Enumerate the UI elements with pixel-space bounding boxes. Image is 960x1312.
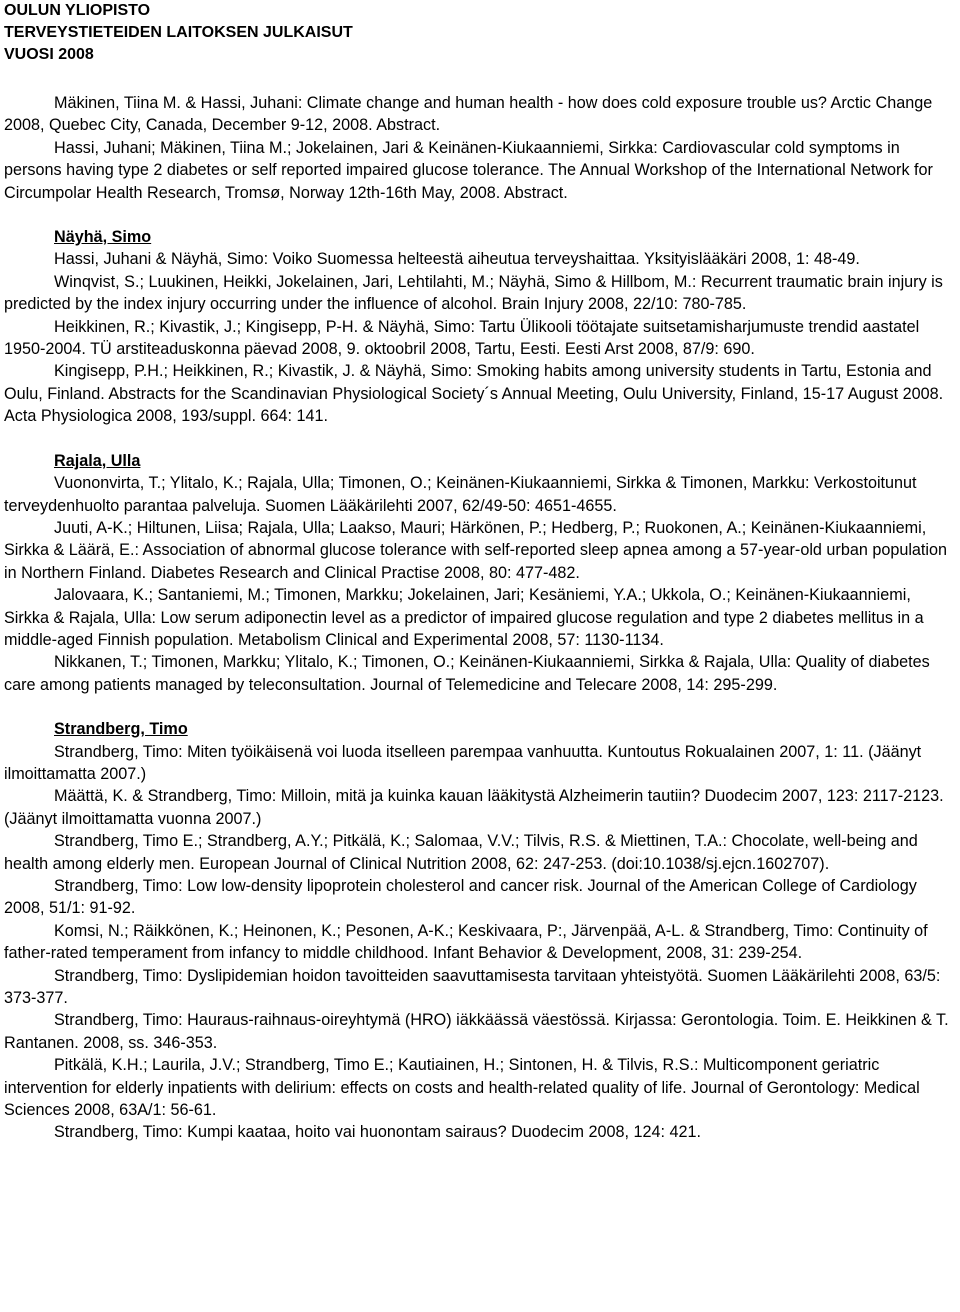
author-heading: Näyhä, Simo: [54, 228, 152, 247]
author-heading: Rajala, Ulla: [54, 451, 141, 470]
document-header: [4, 0, 353, 66]
publication-entry: Hassi, Juhani; Mäkinen, Tiina M.; Jokelainen, Jari & Keinänen-Kiukaanniemi, Sirkka: Cardiovascular cold symptoms in persons having type 2 diabetes or self reported impaired glucose tolerance. The Annual Workshop of the International Network for Circumpolar Health Research, Tromsø, Norway 12th-16th May, 2008. Abstract.: [4, 138, 933, 202]
publication-entry: Nikkanen, T.; Timonen, Markku; Ylitalo, K.; Timonen, O.; Keinänen-Kiukaanniemi, Sirkka & Rajala, Ulla: Quality of diabetes care among patients managed by teleconsultation. Journal of Telemedicine and Telecare 2008, 14: 295-299.: [4, 653, 930, 694]
publication-entry: Pitkälä, K.H.; Laurila, J.V.; Strandberg, Timo E.; Kautiainen, H.; Sintonen, H. & Tilvis, R.S.: Multicomponent geriatric intervention for elderly inpatients with delirium: effects on costs and health-related quality of life. Journal of Gerontology: Medical Sciences 2008, 63A/1: 56-61.: [4, 1056, 920, 1120]
publication-entry: Strandberg, Timo: Kumpi kaataa, hoito vai huonontam sairaus? Duodecim 2008, 124: 421.: [54, 1123, 701, 1142]
publication-entry: Strandberg, Timo: Miten työikäisenä voi luoda itselleen parempaa vanhuutta. Kuntoutus Rokualainen 2007, 1: 11. (Jäänyt ilmoittamatta 2007.): [4, 742, 922, 783]
publication-entry: Hassi, Juhani & Näyhä, Simo: Voiko Suomessa helteestä aiheutua terveyshaittaa. Yksityislääkäri 2008, 1: 48-49.: [54, 250, 860, 269]
author-section: [4, 718, 956, 1144]
publication-list: [4, 92, 956, 1144]
section-spacer: [4, 696, 956, 718]
publication-entry: Komsi, N.; Räikkönen, K.; Heinonen, K.; Pesonen, A-K.; Keskivaara, P:, Järvenpää, A-L. & Strandberg, Timo: Continuity of father-rated temperament from infancy to middle childhood. Infant Behavior & Development, 2008, 31: 239-254.: [4, 921, 928, 963]
publication-entry: Kingisepp, P.H.; Heikkinen, R.; Kivastik, J. & Näyhä, Simo: Smoking habits among university students in Tartu, Estonia and Oulu, Finland. Abstracts for the Scandinavian Physiological Society´s Annual Meeting, Oulu University, Finland, 15-17 August 2008. Acta Physiologica 2008, 193/suppl. 664: 141.: [4, 362, 944, 426]
publication-year: VUOSI 2008: [4, 46, 94, 63]
section-spacer: [4, 204, 956, 226]
publication-entry: Strandberg, Timo E.; Strandberg, A.Y.; Pitkälä, K.; Salomaa, V.V.; Tilvis, R.S. & Miettinen, T.A.: Chocolate, well-being and health among elderly men. European Journal of Clinical Nutrition 2008, 62: 247-253. (doi:10.1038/sj.ejcn.1602707).: [4, 832, 918, 873]
publication-series-title: TERVEYSTIETEIDEN LAITOKSEN JULKAISUT: [4, 24, 353, 41]
section-spacer: [4, 428, 956, 450]
publication-entry: Mäkinen, Tiina M. & Hassi, Juhani: Climate change and human health - how does cold exposure trouble us? Arctic Change 2008, Quebec City, Canada, December 9-12, 2008. Abstract.: [4, 94, 933, 135]
publication-entry: Strandberg, Timo: Hauraus-raihnaus-oireyhtymä (HRO) iäkkäässä väestössä. Kirjassa: Gerontologia. Toim. E. Heikkinen & T. Rantanen. 2008, ss. 346-353.: [4, 1011, 949, 1052]
publication-entry: Winqvist, S.; Luukinen, Heikki, Jokelainen, Jari, Lehtilahti, M.; Näyhä, Simo & Hillbom, M.: Recurrent traumatic brain injury is predicted by the index injury occurring under the influence of alcohol. Brain Injury 2008, 22/10: 780-785.: [4, 272, 943, 314]
university-name: OULUN YLIOPISTO: [4, 2, 151, 19]
publication-entry: Jalovaara, K.; Santaniemi, M.; Timonen, Markku; Jokelainen, Jari; Kesäniemi, Y.A.; Ukkola, O.; Keinänen-Kiukaanniemi, Sirkka & Rajala, Ulla: Low serum adiponectin level as a predictor of impaired glucose regulation and type 2 diabetes mellitus in a middle-aged Finnish population. Metabolism Clinical and Experimental 2008, 57: 1130-1134.: [4, 586, 924, 649]
author-section: [4, 92, 956, 204]
publication-entry: Strandberg, Timo: Dyslipidemian hoidon tavoitteiden saavuttamisesta tarvitaan yhteistyötä. Suomen Lääkärilehti 2008, 63/5: 373-377.: [4, 966, 941, 1008]
author-heading: Strandberg, Timo: [54, 720, 188, 739]
publication-entry: Juuti, A-K.; Hiltunen, Liisa; Rajala, Ulla; Laakso, Mauri; Härkönen, P.; Hedberg, P.; Ruokonen, A.; Keinänen-Kiukaanniemi, Sirkka & Läärä, E.: Association of abnormal glucose tolerance with self-reported sleep apnea among a 57-year-old urban population in Northern Finland. Diabetes Research and Clinical Practise 2008, 80: 477-482.: [4, 518, 948, 582]
author-section: [4, 450, 956, 696]
publication-entry: Heikkinen, R.; Kivastik, J.; Kingisepp, P-H. & Näyhä, Simo: Tartu Ülikooli töötajate suitsetamisharjumuste trendid aastatel 1950-2004. TÜ arstiteaduskonna päevad 2008, 9. oktoobril 2008, Tartu, Eesti. Eesti Arst 2008, 87/9: 690.: [4, 317, 920, 359]
author-section: [4, 226, 956, 428]
publication-entry: Strandberg, Timo: Low low-density lipoprotein cholesterol and cancer risk. Journal of the American College of Cardiology 2008, 51/1: 91-92.: [4, 877, 917, 918]
publication-entry: Vuononvirta, T.; Ylitalo, K.; Rajala, Ulla; Timonen, O.; Keinänen-Kiukaanniemi, Sirkka & Timonen, Markku: Verkostoitunut terveydenhuolto parantaa palveluja. Suomen Lääkärilehti 2007, 62/49-50: 4651-4655.: [4, 474, 917, 515]
publication-entry: Määttä, K. & Strandberg, Timo: Milloin, mitä ja kuinka kauan lääkitystä Alzheimerin tautiin? Duodecim 2007, 123: 2117-2123. (Jäänyt ilmoittamatta vuonna 2007.): [4, 787, 944, 828]
